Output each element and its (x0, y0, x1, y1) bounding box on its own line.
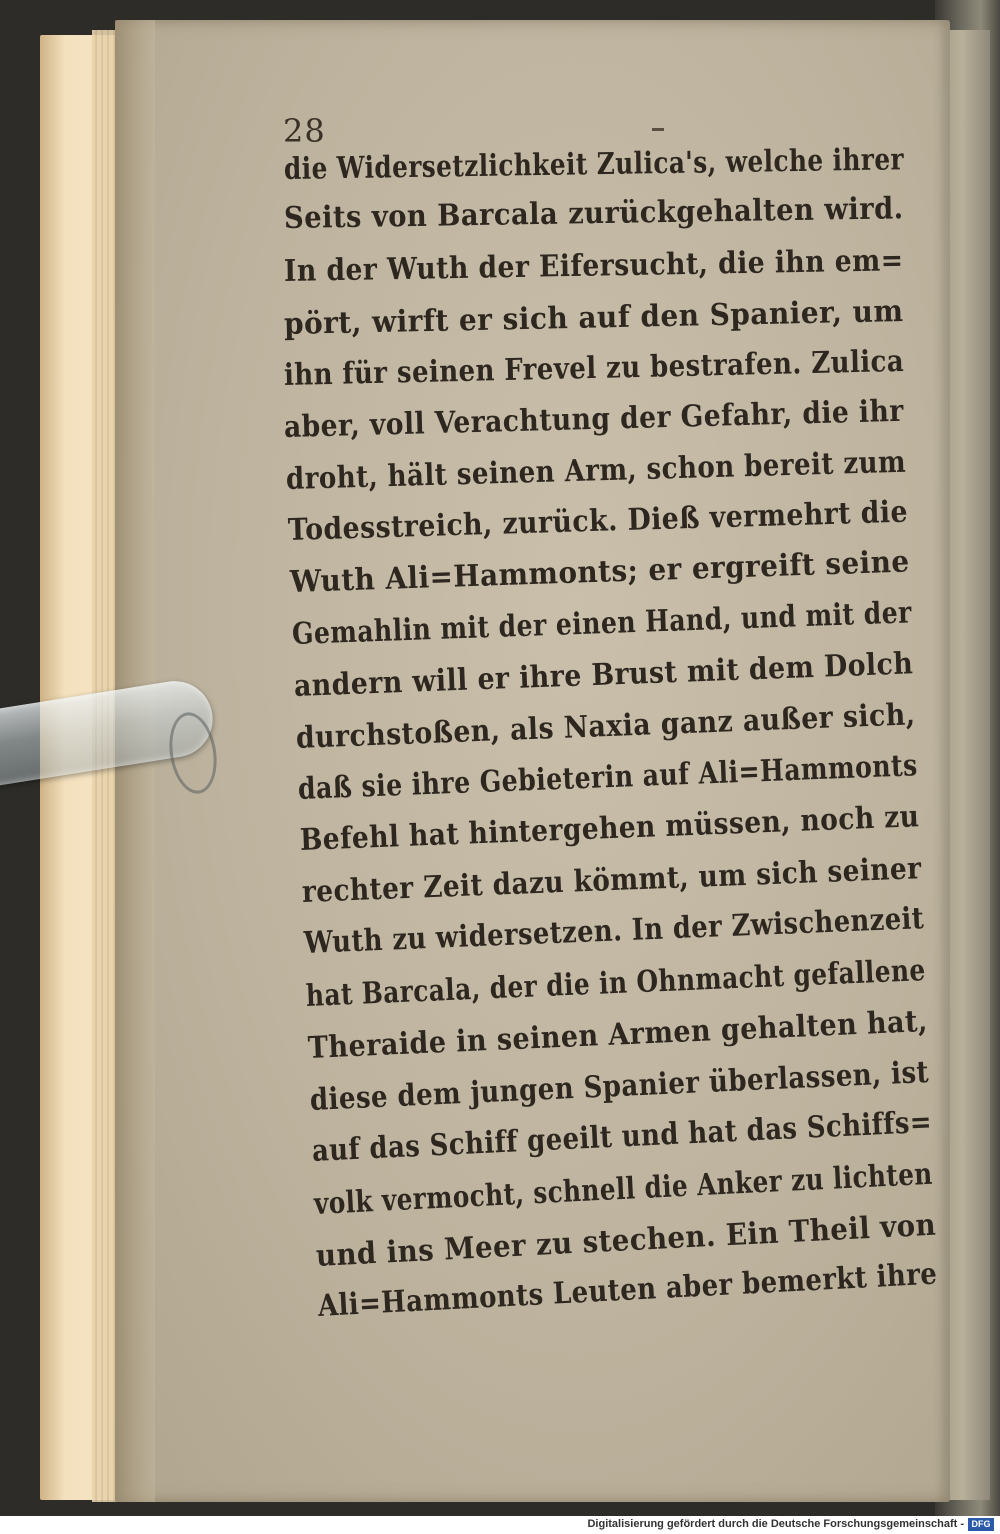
text-line: aber, voll Verachtung der Gefahr, die ihr (283, 393, 905, 445)
text-line: auf das Schiff geeilt und hat das Schiffs= (311, 1104, 933, 1169)
text-line: Ali=Hammonts Leuten aber bemerkt ihre (317, 1256, 939, 1324)
text-line: daß sie ihre Gebieterin auf Ali=Hammonts (297, 748, 919, 807)
text-line: Wuth zu widersetzen. In der Zwischenzeit (303, 901, 925, 961)
text-line: ihn für seinen Frevel zu bestrafen. Zulica (283, 343, 905, 393)
text-line: Todesstreich, zurück. Dieß vermehrt die (287, 494, 909, 548)
text-line: diese dem jungen Spanier überlassen, ist (309, 1054, 930, 1118)
text-line: volk vermocht, schnell die Anker zu lichten (313, 1156, 934, 1222)
text-line: hat Barcala, der die in Ohnmacht gefallene (305, 953, 927, 1014)
footer-credit: Digitalisierung gefördert durch die Deutsche Forschungsgemeinschaft - (587, 1518, 964, 1530)
text-line: Gemahlin mit der einen Hand, und mit der (291, 595, 913, 652)
text-line: und ins Meer zu stechen. Ein Theil von (315, 1207, 937, 1274)
text-line: rechter Zeit dazu kömmt, um sich seiner (301, 851, 923, 910)
text-line: Wuth Ali=Hammonts; er ergreift seine (289, 544, 911, 600)
dfg-logo-icon: DFG (968, 1518, 994, 1531)
text-line: droht, hält seinen Arm, schon bereit zum (285, 444, 907, 497)
text-line: pört, wirft er sich auf den Spanier, um (283, 294, 904, 342)
text-line: die Widersetzlichkeit Zulica's, welche ihrer (283, 142, 905, 187)
text-line: durchstoßen, als Naxia ganz außer sich, (295, 697, 917, 756)
text-line: Theraide in seinen Armen gehalten hat, (307, 1003, 929, 1066)
text-line: Befehl hat hintergehen müssen, noch zu (299, 799, 921, 858)
page-number: 28 (283, 112, 326, 150)
text-line: Seits von Barcala zurückgehalten wird. (283, 191, 904, 236)
text-line: In der Wuth der Eifersucht, die ihn em= (283, 243, 904, 289)
text-line: andern will er ihre Brust mit dem Dolch (293, 646, 914, 704)
ink-mark (652, 128, 664, 131)
